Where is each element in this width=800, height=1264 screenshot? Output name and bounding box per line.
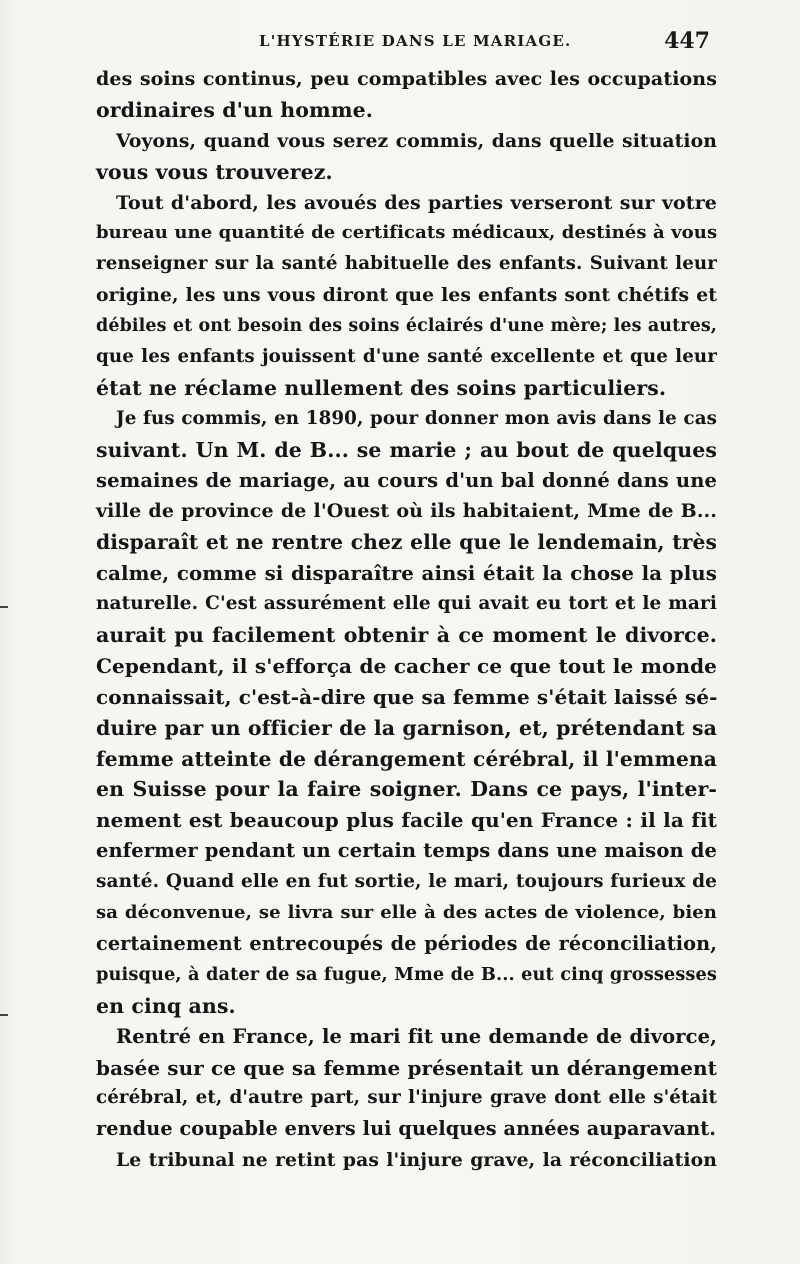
body-text bbox=[96, 64, 717, 1176]
text-line: renseigner sur la santé habituelle des enfants. Suivant leur bbox=[96, 253, 717, 275]
text-line: Tout d'abord, les avoués des parties verseront sur votre bbox=[116, 191, 717, 214]
text-line: santé. Quand elle en fut sortie, le mari, toujours furieux de bbox=[96, 871, 717, 893]
text-line: naturelle. C'est assurément elle qui avait eu tort et le mari bbox=[96, 593, 717, 615]
text-line: état ne réclame nullement des soins particuliers. bbox=[96, 375, 667, 400]
text-line: Cependant, il s'efforça de cacher ce que tout le monde bbox=[96, 653, 717, 678]
page-number: 447 bbox=[664, 28, 710, 54]
text-line: basée sur ce que sa femme présentait un dérangement bbox=[96, 1055, 717, 1080]
text-line: Le tribunal ne retint pas l'injure grave, la réconciliation bbox=[116, 1149, 717, 1172]
text-line: origine, les uns vous diront que les enfants sont chétifs et bbox=[96, 284, 717, 307]
text-line: ordinaires d'un homme. bbox=[96, 97, 373, 122]
margin-tick-mark bbox=[0, 1014, 8, 1016]
text-line: nement est beaucoup plus facile qu'en France : il la fit bbox=[96, 808, 717, 833]
running-title: L'HYSTÉRIE DANS LE MARIAGE. bbox=[259, 32, 572, 50]
text-line: certainement entrecoupés de périodes de réconciliation, bbox=[96, 931, 717, 955]
text-line: que les enfants jouissent d'une santé excellente et que leur bbox=[96, 346, 717, 368]
text-line: Voyons, quand vous serez commis, dans quelle situation bbox=[116, 129, 717, 152]
text-line: aurait pu facilement obtenir à ce moment le divorce. bbox=[96, 623, 717, 648]
text-line: rendue coupable envers lui quelques années auparavant. bbox=[96, 1117, 717, 1141]
text-line: ville de province de l'Ouest où ils habitaient, Mme de B... bbox=[96, 500, 717, 523]
text-line: cérébral, et, d'autre part, sur l'injure grave dont elle s'était bbox=[96, 1087, 717, 1109]
text-line: semaines de mariage, au cours d'un bal donné dans une bbox=[96, 468, 717, 492]
text-line: disparaît et ne rentre chez elle que le lendemain, très bbox=[96, 530, 717, 555]
text-line: calme, comme si disparaître ainsi était la chose la plus bbox=[96, 561, 717, 586]
text-line: en cinq ans. bbox=[96, 993, 236, 1018]
text-line: sa déconvenue, se livra sur elle à des actes de violence, bien bbox=[96, 902, 717, 924]
text-line: débiles et ont besoin des soins éclairés d'une mère; les autres, bbox=[96, 316, 717, 337]
margin-tick-mark bbox=[0, 606, 8, 608]
text-line: suivant. Un M. de B... se marie ; au bout de quelques bbox=[96, 437, 717, 462]
text-line: bureau une quantité de certificats médicaux, destinés à vous bbox=[96, 222, 718, 244]
text-line: duire par un officier de la garnison, et, prétendant sa bbox=[96, 715, 717, 740]
text-line: femme atteinte de dérangement cérébral, il l'emmena bbox=[96, 746, 717, 771]
text-line: des soins continus, peu compatibles avec les occupations bbox=[96, 68, 717, 90]
text-line: connaissait, c'est-à-dire que sa femme s'était laissé sé- bbox=[96, 684, 718, 709]
text-line: vous vous trouverez. bbox=[96, 159, 333, 184]
text-line: Rentré en France, le mari fit une demande de divorce, bbox=[116, 1024, 717, 1048]
page-header bbox=[96, 30, 716, 60]
text-line: enfermer pendant un certain temps dans une maison de bbox=[96, 839, 717, 863]
text-line: Je fus commis, en 1890, pour donner mon avis dans le cas bbox=[116, 407, 717, 429]
text-line: en Suisse pour la faire soigner. Dans ce pays, l'inter- bbox=[96, 777, 717, 802]
text-line: puisque, à dater de sa fugue, Mme de B... eut cinq grossesses bbox=[96, 963, 717, 985]
